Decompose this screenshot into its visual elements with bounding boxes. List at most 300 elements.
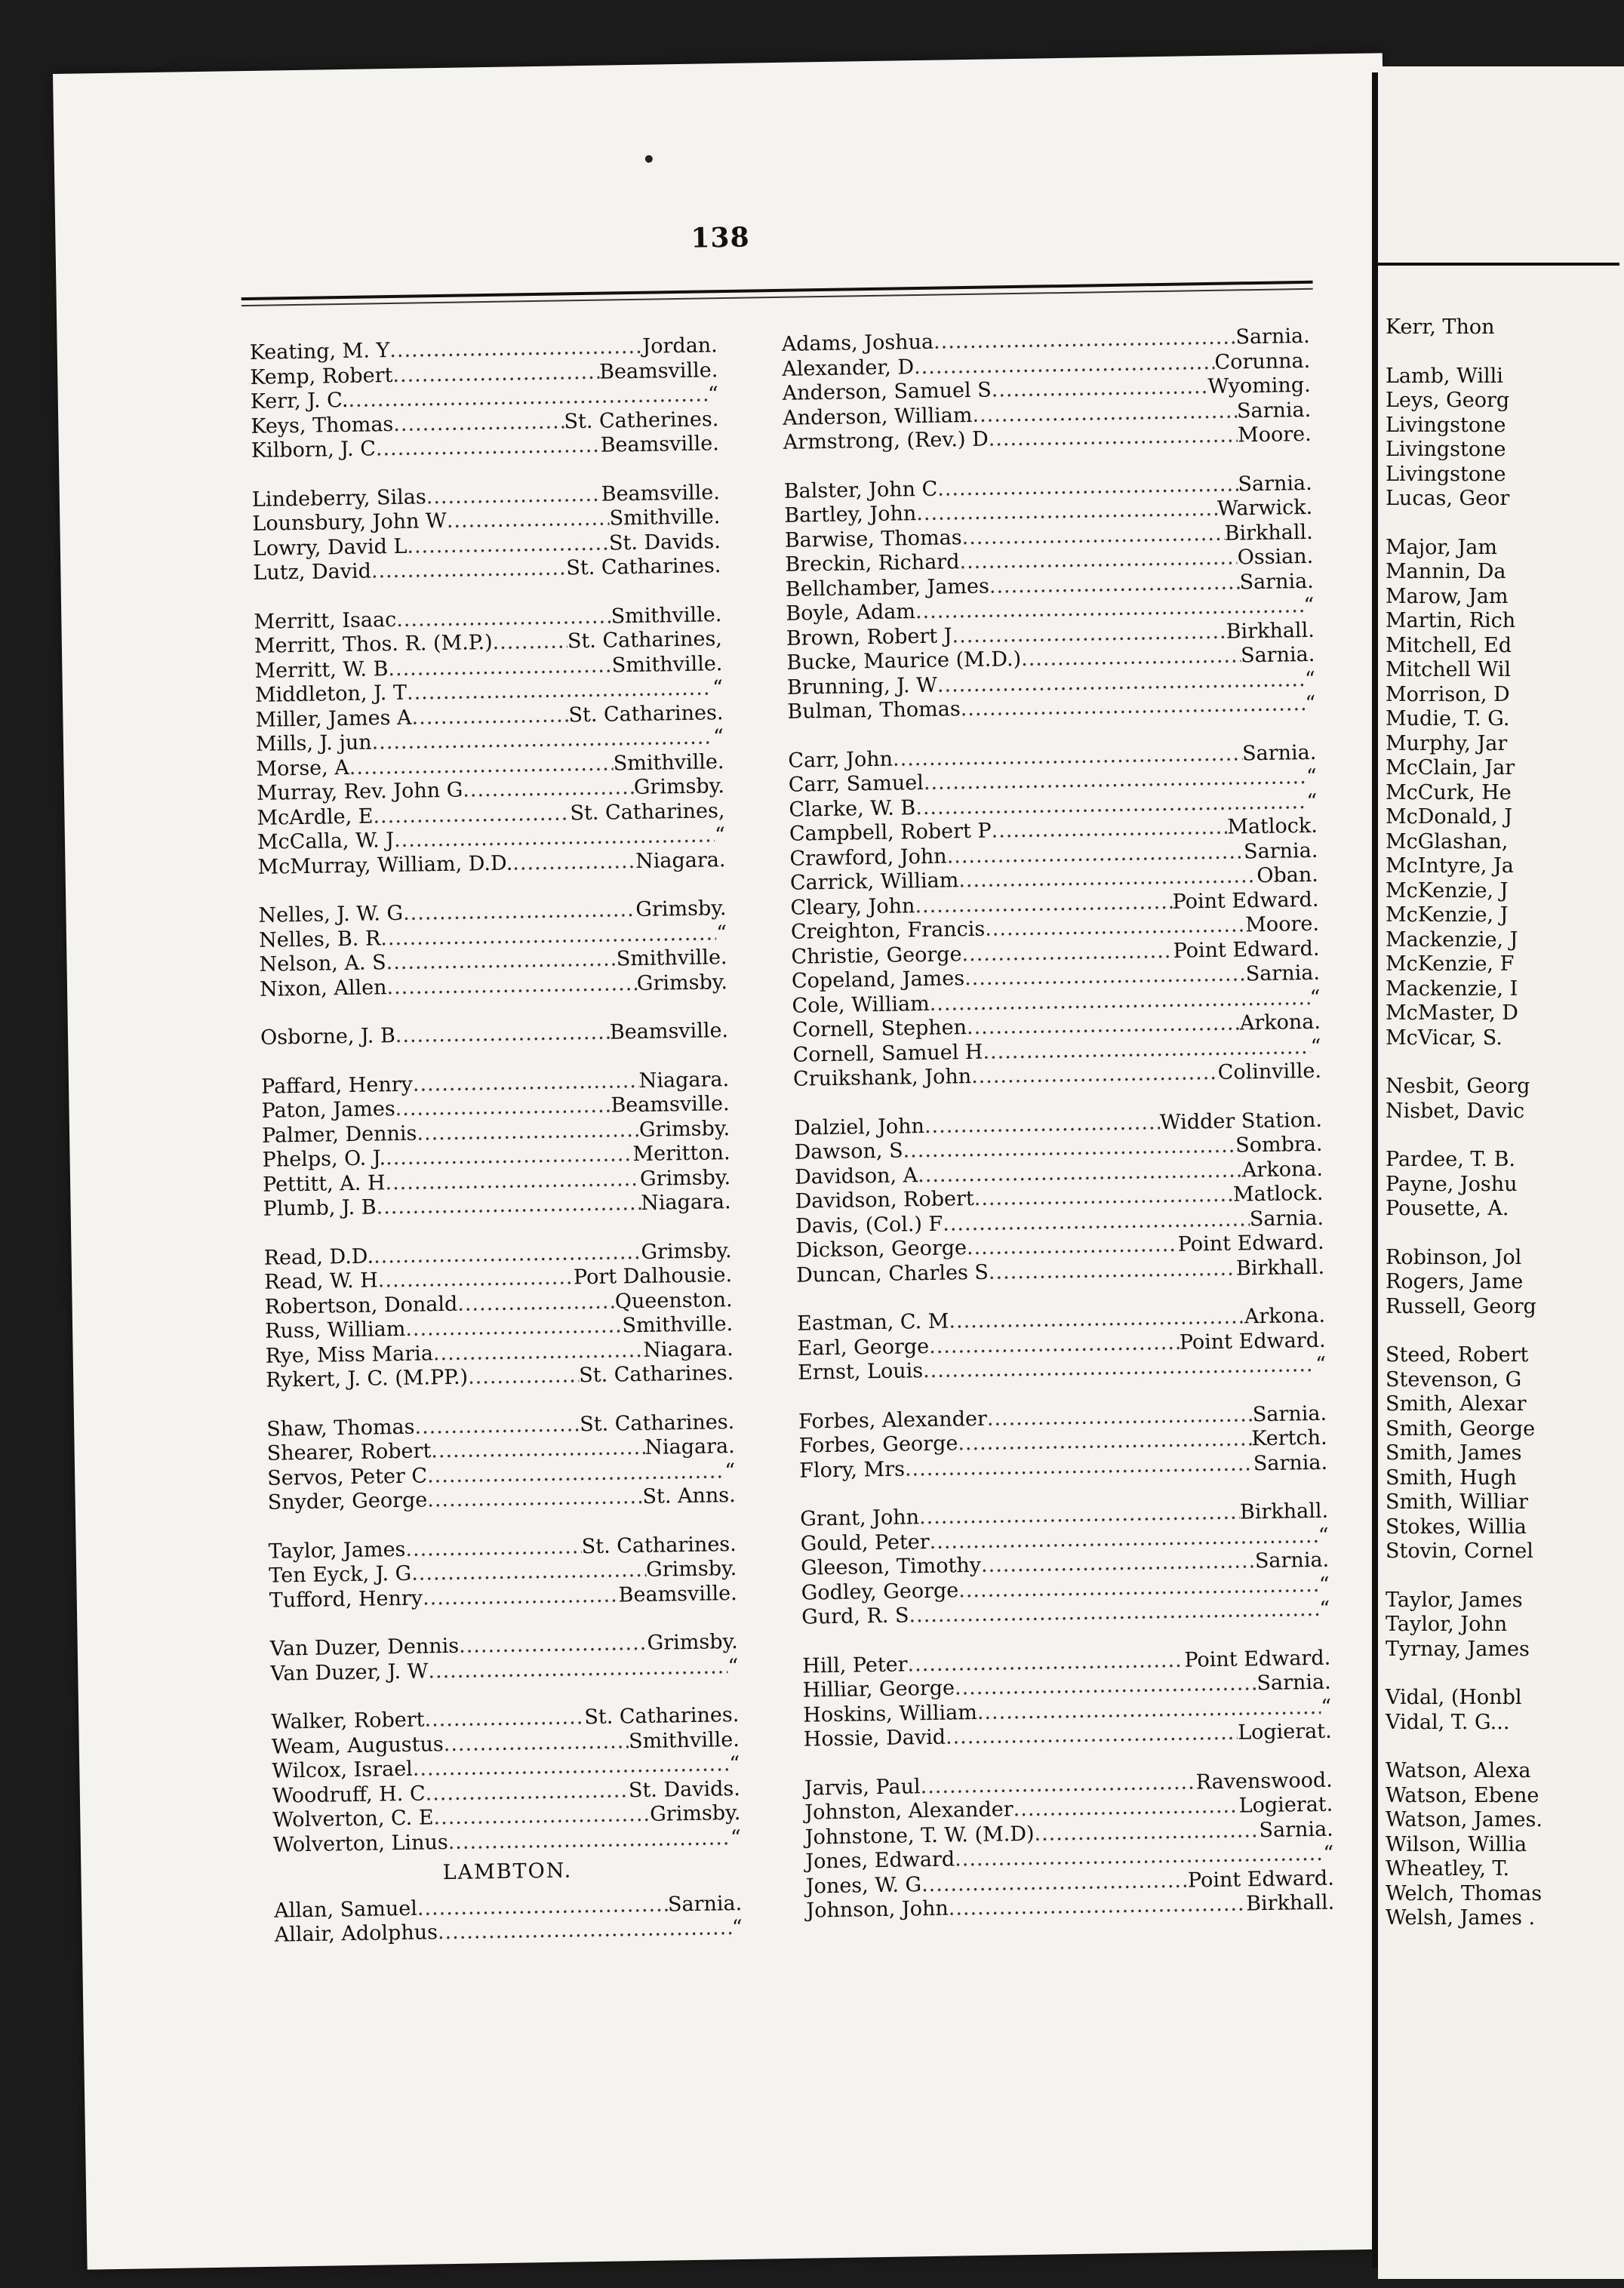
entry-place: Arkona.: [1239, 1010, 1321, 1035]
entry-name: Alexander, D: [782, 355, 915, 381]
entry-place: Ravenswood.: [1195, 1768, 1333, 1794]
entry-name: Allair, Adolphus: [274, 1921, 438, 1947]
entry-name: Weam, Augustus: [271, 1732, 444, 1759]
entry-name: Middleton, J. T: [254, 681, 408, 707]
dot-leader: [989, 570, 1240, 599]
entry-place: Arkona.: [1244, 1303, 1326, 1329]
entry-name: Carr, Samuel: [788, 770, 924, 797]
entry-name: Van Duzer, Dennis: [269, 1634, 460, 1661]
entry-place: “: [730, 1825, 742, 1850]
dot-leader: [433, 1338, 644, 1366]
entry-name: Cornell, Stephen: [792, 1016, 967, 1042]
entry-place: Grimsby.: [645, 1557, 737, 1582]
entry-place: Ossian.: [1237, 544, 1314, 570]
entry-name: Robertson, Donald: [264, 1292, 458, 1319]
entry-place: “: [1310, 1035, 1321, 1059]
entry-place: “: [1319, 1597, 1330, 1621]
entry-place: Meritton.: [632, 1141, 730, 1167]
directory-entry-fragment: Morrison, D: [1386, 682, 1510, 706]
entry-name: McCalla, W. J: [257, 829, 395, 854]
entry-place: Smithville.: [628, 1727, 740, 1753]
entry-place: Niagara.: [641, 1190, 731, 1215]
directory-entry-fragment: Mudie, T. G.: [1386, 707, 1510, 730]
entry-name: Carr, John: [788, 747, 894, 773]
entry-place: Niagara.: [644, 1435, 735, 1459]
entry-place: Sarnia.: [1245, 961, 1321, 986]
entry-name: Jones, Edward: [805, 1847, 955, 1874]
entry-name: Carrick, William: [789, 869, 959, 895]
dot-leader: [424, 1705, 584, 1733]
dot-leader: [463, 776, 634, 803]
directory-entry-fragment: Kerr, Thon: [1386, 315, 1495, 339]
directory-entry-fragment: Watson, James.: [1386, 1808, 1542, 1831]
entry-name: Creighton, Francis: [790, 917, 986, 944]
entry-name: Anderson, Samuel S: [782, 378, 992, 405]
entry-place: Grimsby.: [649, 1801, 741, 1826]
directory-entry-fragment: Nesbit, Georg: [1386, 1075, 1530, 1098]
entry-name: Hill, Peter: [802, 1652, 908, 1678]
dot-leader: [992, 375, 1208, 403]
entry-name: Eastman, C. M: [796, 1309, 949, 1336]
directory-entry-fragment: Marow, Jam: [1386, 584, 1509, 608]
directory-entry-fragment: Wheatley, T.: [1386, 1857, 1510, 1881]
group-gap: [1386, 512, 1542, 536]
entry-name: Bartley, John: [784, 502, 917, 527]
entry-name: Bellchamber, James: [785, 574, 990, 601]
directory-entry-fragment: Rogers, Jame: [1386, 1270, 1524, 1293]
ink-dot: [645, 155, 653, 163]
group-gap: [1386, 1735, 1542, 1759]
entry-place: St. Catharines,: [567, 627, 723, 653]
entry-name: Johnson, John: [806, 1896, 949, 1923]
entry-name: Kilborn, J. C: [251, 437, 377, 463]
entry-place: Grimsby.: [647, 1630, 738, 1655]
dot-leader: [413, 1069, 639, 1096]
directory-entry-fragment: Mitchell, Ed: [1386, 633, 1512, 657]
entry-name: Shaw, Thomas: [266, 1415, 415, 1441]
entry-place: Sarnia.: [1252, 1401, 1327, 1426]
entry-name: Wolverton, C. E: [272, 1806, 434, 1832]
entry-place: Colinville.: [1217, 1059, 1322, 1084]
entry-place: Sarnia.: [1238, 471, 1312, 496]
entry-place: Matlock.: [1232, 1181, 1324, 1207]
entry-name: Adams, Joshua: [781, 330, 934, 356]
entry-place: Port Dalhousie.: [573, 1263, 733, 1290]
left-column: [250, 334, 743, 1948]
entry-name: Read, D.D.: [263, 1244, 374, 1270]
directory-entry-fragment: McKenzie, J: [1386, 878, 1509, 903]
entry-name: Nelson, A. S: [259, 951, 386, 976]
entry-name: Ernst, Louis: [797, 1359, 924, 1385]
right-header-rule: [1378, 263, 1619, 266]
entry-place: Grimsby.: [641, 1238, 732, 1264]
dot-leader: [438, 1916, 732, 1945]
entry-place: Sarnia.: [667, 1891, 743, 1916]
dot-leader: [414, 1413, 580, 1440]
directory-entry-fragment: Taylor, James: [1386, 1588, 1523, 1612]
entry-name: Forbes, Alexander: [798, 1407, 988, 1434]
entry-place: Grimsby.: [636, 970, 728, 995]
dot-leader: [423, 1583, 619, 1611]
dot-leader: [376, 1192, 641, 1220]
entry-place: Queenston.: [614, 1287, 733, 1313]
entry-place: Grimsby.: [639, 1165, 731, 1191]
section-heading: LAMBTON.: [442, 1859, 573, 1885]
dot-leader: [395, 1021, 611, 1049]
entry-name: Breckin, Richard: [785, 550, 960, 577]
directory-entry-fragment: Wilson, Willia: [1386, 1832, 1527, 1856]
entry-place: Niagara.: [635, 847, 726, 873]
entry-name: Godley, George: [801, 1578, 959, 1605]
entry-place: Sarnia.: [1235, 324, 1310, 349]
dot-leader: [373, 801, 571, 829]
entry-place: Grimsby.: [638, 1116, 730, 1142]
directory-entry-fragment: Mackenzie, J: [1386, 927, 1518, 952]
entry-place: “: [1306, 764, 1318, 789]
entry-name: Osborne, J. B: [260, 1024, 396, 1050]
group-gap: [1386, 340, 1542, 364]
entry-name: Cruikshank, John: [792, 1065, 972, 1091]
entry-name: Cole, William: [792, 992, 930, 1018]
entry-name: Russ, William: [264, 1317, 406, 1343]
entry-name: Rykert, J. C. (M.PP.): [265, 1365, 469, 1392]
dot-leader: [971, 1061, 1218, 1090]
directory-entry-fragment: Taylor, John: [1386, 1613, 1508, 1636]
dot-leader: [396, 604, 611, 632]
directory-entry-fragment: Livingstone: [1386, 462, 1506, 486]
directory-entry-fragment: Murphy, Jar: [1386, 731, 1508, 755]
entry-place: Oban.: [1256, 863, 1319, 888]
dot-leader: [386, 1142, 633, 1171]
entry-name: Bulman, Thomas: [787, 697, 961, 724]
dot-leader: [989, 1256, 1237, 1285]
entry-place: St. Catherines.: [564, 407, 719, 433]
entry-place: “: [1306, 789, 1318, 813]
dot-leader: [386, 947, 617, 975]
entry-name: Plumb, J. B: [263, 1195, 377, 1221]
directory-entry-fragment: Vidal, (Honbl: [1386, 1686, 1522, 1709]
middle-column: [782, 324, 1335, 1924]
entry-name: Merritt, Thos. R. (M.P.): [254, 630, 493, 658]
entry-place: Smithville.: [609, 505, 721, 530]
group-gap: [1386, 1222, 1542, 1246]
directory-entry-fragment: Livingstone: [1386, 413, 1506, 437]
entry-place: Smithville.: [611, 602, 722, 628]
entry-name: Johnstone, T. W. (M.D): [804, 1822, 1035, 1850]
entry-name: Paton, James: [261, 1097, 395, 1123]
entry-place: “: [714, 823, 726, 847]
dot-leader: [417, 1118, 639, 1146]
dot-leader: [447, 506, 610, 534]
dot-leader: [985, 913, 1246, 942]
entry-place: St. Catharines.: [584, 1702, 740, 1730]
entry-name: Forbes, George: [798, 1432, 958, 1458]
entry-name: Walker, Robert: [271, 1708, 425, 1734]
entry-place: Arkona.: [1241, 1157, 1324, 1182]
entry-place: Beamsville.: [609, 1019, 729, 1044]
dot-leader: [403, 898, 636, 926]
directory-entry-fragment: Stovin, Cornel: [1386, 1539, 1533, 1563]
entry-name: Morse, A: [256, 755, 350, 781]
dot-leader: [468, 1364, 580, 1390]
dot-leader: [392, 360, 599, 388]
dot-leader: [972, 399, 1237, 428]
entry-place: “: [1315, 1352, 1327, 1376]
entry-name: Tufford, Henry: [269, 1586, 423, 1613]
directory-entry-fragment: Payne, Joshu: [1386, 1172, 1518, 1196]
entry-place: “: [712, 725, 724, 749]
entry-name: Duncan, Charles S: [795, 1260, 989, 1287]
group-gap: [1386, 1662, 1542, 1686]
entry-place: Niagara.: [638, 1067, 730, 1093]
entry-place: Beamsville.: [611, 1092, 730, 1118]
entry-name: Pettitt, A. H: [262, 1170, 386, 1197]
entry-name: Dalziel, John: [793, 1114, 925, 1140]
dot-leader: [349, 752, 614, 780]
entry-name: Dawson, S: [794, 1139, 903, 1164]
entry-name: Balster, John C: [783, 477, 938, 503]
directory-entry-fragment: Tyrnay, James: [1386, 1637, 1530, 1661]
entry-name: Palmer, Dennis: [261, 1121, 417, 1148]
entry-name: Johnston, Alexander: [804, 1797, 1013, 1825]
right-column: [1386, 315, 1542, 1931]
dot-leader: [428, 1655, 728, 1684]
entry-name: Earl, George: [797, 1334, 930, 1361]
dot-leader: [417, 1893, 669, 1921]
directory-entry-fragment: Smith, George: [1386, 1416, 1536, 1441]
entry-place: “: [729, 1751, 740, 1776]
entry-place: Sarnia.: [1259, 1817, 1333, 1842]
directory-entry-fragment: Lamb, Willi: [1386, 364, 1503, 388]
entry-name: Campbell, Robert P: [789, 819, 992, 846]
directory-entry-fragment: Leys, Georg: [1386, 389, 1510, 412]
entry-place: Smithville.: [611, 651, 723, 677]
entry-place: Sarnia.: [1243, 838, 1318, 863]
entry-place: Sarnia.: [1256, 1670, 1331, 1696]
entry-name: Anderson, William: [783, 403, 973, 430]
dot-leader: [924, 1111, 1160, 1139]
entry-place: Matlock.: [1227, 813, 1318, 839]
entry-name: Wolverton, Linus: [272, 1830, 448, 1857]
dot-leader: [393, 410, 564, 437]
directory-entry-fragment: McKenzie, F: [1386, 952, 1515, 976]
entry-place: Birkhall.: [1224, 520, 1313, 546]
entry-name: Gould, Peter: [800, 1530, 930, 1556]
entry-name: Gleeson, Timothy: [800, 1553, 982, 1580]
directory-entry-fragment: Watson, Ebene: [1386, 1783, 1539, 1807]
entry-place: Sarnia.: [1241, 740, 1317, 765]
entry-place: “: [731, 1915, 743, 1940]
entry-place: Niagara.: [643, 1336, 734, 1362]
left-page: [53, 53, 1416, 2269]
entry-name: Boyle, Adam: [786, 600, 916, 626]
directory-entry-fragment: Stevenson, G: [1386, 1367, 1522, 1392]
entry-name: Murray, Rev. John G: [256, 778, 463, 805]
entry-name: Davidson, Robert: [795, 1187, 974, 1213]
entry-place: Wyoming.: [1207, 373, 1311, 399]
entry-name: Nelles, J. W. G: [258, 901, 404, 927]
dot-leader: [1013, 1794, 1239, 1822]
page-gutter: [1372, 72, 1378, 2268]
entry-place: Point Edward.: [1177, 1230, 1324, 1256]
entry-name: Van Duzer, J. W: [270, 1659, 429, 1686]
directory-entry-fragment: McClain, Jar: [1386, 756, 1515, 780]
entry-place: Moore.: [1237, 422, 1312, 447]
entry-place: “: [727, 1654, 739, 1678]
directory-entry-fragment: Smith, Alexar: [1386, 1392, 1527, 1416]
dot-leader: [988, 423, 1238, 452]
entry-place: St. Catharines.: [578, 1361, 734, 1388]
entry-place: “: [1303, 593, 1315, 618]
entry-name: Kemp, Robert: [250, 363, 393, 389]
entry-name: Nixon, Allen: [259, 975, 387, 1001]
dot-leader: [961, 939, 1173, 967]
dot-leader: [425, 1779, 629, 1807]
entry-place: Corunna.: [1214, 349, 1311, 374]
entry-place: “: [724, 1459, 736, 1483]
entry-place: Sarnia.: [1254, 1548, 1330, 1573]
entry-place: “: [1323, 1841, 1334, 1865]
entry-name: Lutz, David: [253, 559, 372, 585]
entry-name: Keys, Thomas: [251, 412, 394, 438]
entry-name: Cleary, John: [790, 893, 915, 920]
dot-leader: [929, 1330, 1180, 1359]
entry-place: Sarnia.: [1239, 569, 1315, 594]
entry-place: Smithville.: [622, 1312, 734, 1338]
dot-leader: [389, 335, 643, 364]
dot-leader: [948, 1892, 1246, 1921]
entry-name: Merritt, Isaac: [254, 607, 397, 634]
entry-name: Armstrong, (Rev.) D: [783, 427, 989, 454]
entry-place: St. Anns.: [642, 1484, 736, 1508]
entry-name: Merritt, W. B: [254, 657, 389, 683]
directory-entry-fragment: Livingstone: [1386, 438, 1506, 461]
entry-name: Jones, W. G: [805, 1872, 922, 1899]
entry-place: “: [1304, 667, 1316, 691]
entry-name: Gurd, R. S: [801, 1604, 909, 1629]
entry-name: Crawford, John: [789, 844, 947, 871]
entry-place: Sarnia.: [1249, 1206, 1324, 1231]
dot-leader: [967, 1233, 1178, 1261]
dot-leader: [459, 1631, 647, 1659]
entry-name: McMurray, William, D.D.: [257, 851, 513, 879]
entry-name: Davidson, A: [794, 1163, 918, 1189]
dot-leader: [395, 1094, 611, 1122]
entry-name: Nelles, B. R: [258, 926, 381, 952]
dot-leader: [961, 521, 1225, 550]
dot-leader: [411, 1558, 646, 1586]
directory-entry-fragment: Watson, Alexa: [1386, 1759, 1531, 1782]
entry-name: Flory, Mrs: [798, 1456, 906, 1483]
dot-leader: [405, 1535, 582, 1562]
entry-name: Ten Eyck, J. G: [269, 1561, 412, 1588]
directory-entry-fragment: Stokes, Willia: [1386, 1515, 1527, 1539]
directory-entry-fragment: McCurk, He: [1386, 780, 1512, 804]
entry-place: Birkhall.: [1226, 618, 1315, 644]
entry-place: Birkhall.: [1239, 1499, 1329, 1524]
directory-entry-fragment: Mackenzie, I: [1386, 976, 1518, 1001]
entry-place: Logierat.: [1238, 1792, 1333, 1818]
entry-place: “: [715, 921, 727, 945]
directory-entry-fragment: Vidal, T. G...: [1386, 1710, 1510, 1734]
entry-name: Brunning, J. W: [786, 673, 938, 700]
entry-place: “: [1321, 1695, 1332, 1719]
directory-entry-fragment: Smith, Hugh: [1386, 1465, 1517, 1490]
entry-name: Wilcox, Israel: [272, 1757, 414, 1783]
entry-place: Moore.: [1245, 912, 1320, 937]
entry-place: Beamsville.: [601, 480, 721, 506]
directory-entry-fragment: Lucas, Geor: [1386, 487, 1510, 510]
dot-leader: [448, 1826, 730, 1855]
entry-name: Lowry, David L: [252, 534, 408, 561]
entry-name: Grant, John: [799, 1505, 920, 1531]
dot-leader: [1021, 644, 1241, 672]
dot-leader: [427, 1485, 643, 1513]
directory-entry-fragment: McVicar, S.: [1386, 1026, 1503, 1050]
entry-name: Brown, Robert J: [786, 623, 952, 650]
entry-name: Hossie, David: [803, 1725, 946, 1751]
entry-name: Snyder, George: [267, 1488, 428, 1515]
entry-place: Beamsville.: [618, 1581, 737, 1607]
entry-place: St. Catharines.: [566, 554, 721, 580]
entry-name: Servos, Peter C: [267, 1463, 428, 1490]
entry-place: Smithville.: [616, 946, 727, 971]
entry-name: Barwise, Thomas: [784, 525, 962, 552]
dot-leader: [512, 850, 635, 876]
directory-entry-fragment: Mannin, Da: [1386, 560, 1506, 583]
entry-name: Jarvis, Paul: [804, 1774, 921, 1801]
directory-entry-fragment: Robinson, Jol: [1386, 1245, 1522, 1269]
entry-place: Jordan.: [642, 334, 718, 358]
entry-name: Phelps, O. J.: [262, 1146, 386, 1172]
entry-place: “: [1318, 1524, 1329, 1548]
entry-place: “: [1309, 986, 1321, 1010]
entry-name: Taylor, James: [268, 1537, 406, 1564]
entry-place: Sarnia.: [1236, 398, 1312, 423]
entry-name: Paffard, Henry: [260, 1072, 414, 1099]
directory-entry-fragment: Smith, James: [1386, 1441, 1522, 1465]
entry-name: Mills, J. jun: [255, 730, 372, 756]
right-page-fragment: [1378, 66, 1624, 2279]
entry-place: “: [1305, 691, 1316, 716]
group-gap: [1386, 1124, 1542, 1148]
entry-place: St. Catharines,: [570, 798, 725, 825]
dot-leader: [492, 629, 567, 655]
entry-place: Warwick.: [1216, 495, 1313, 521]
entry-place: “: [712, 676, 724, 700]
group-gap: [1386, 1319, 1542, 1343]
directory-entry-fragment: McMaster, D: [1386, 1001, 1518, 1025]
directory-entry-fragment: Pardee, T. B.: [1386, 1148, 1515, 1171]
entry-name: Clarke, W. B: [789, 795, 916, 822]
dot-leader: [426, 482, 601, 509]
directory-entry-fragment: McGlashan,: [1386, 829, 1509, 853]
entry-place: Beamsville.: [600, 432, 720, 457]
directory-entry-fragment: Smith, Williar: [1386, 1490, 1528, 1514]
entry-place: St. Davids.: [608, 529, 721, 555]
directory-entry-fragment: Pousette, A.: [1386, 1197, 1509, 1220]
dot-leader: [385, 1167, 640, 1195]
entry-place: Logierat.: [1237, 1719, 1332, 1745]
entry-place: Beamsville.: [598, 358, 718, 384]
dot-leader: [378, 1265, 574, 1293]
entry-place: Grimsby.: [633, 774, 725, 800]
entry-place: “: [707, 383, 719, 407]
directory-entry-fragment: McKenzie, J: [1386, 903, 1509, 927]
dot-leader: [411, 703, 568, 730]
entry-place: Sarnia.: [1253, 1450, 1328, 1475]
dot-leader: [457, 1290, 615, 1317]
